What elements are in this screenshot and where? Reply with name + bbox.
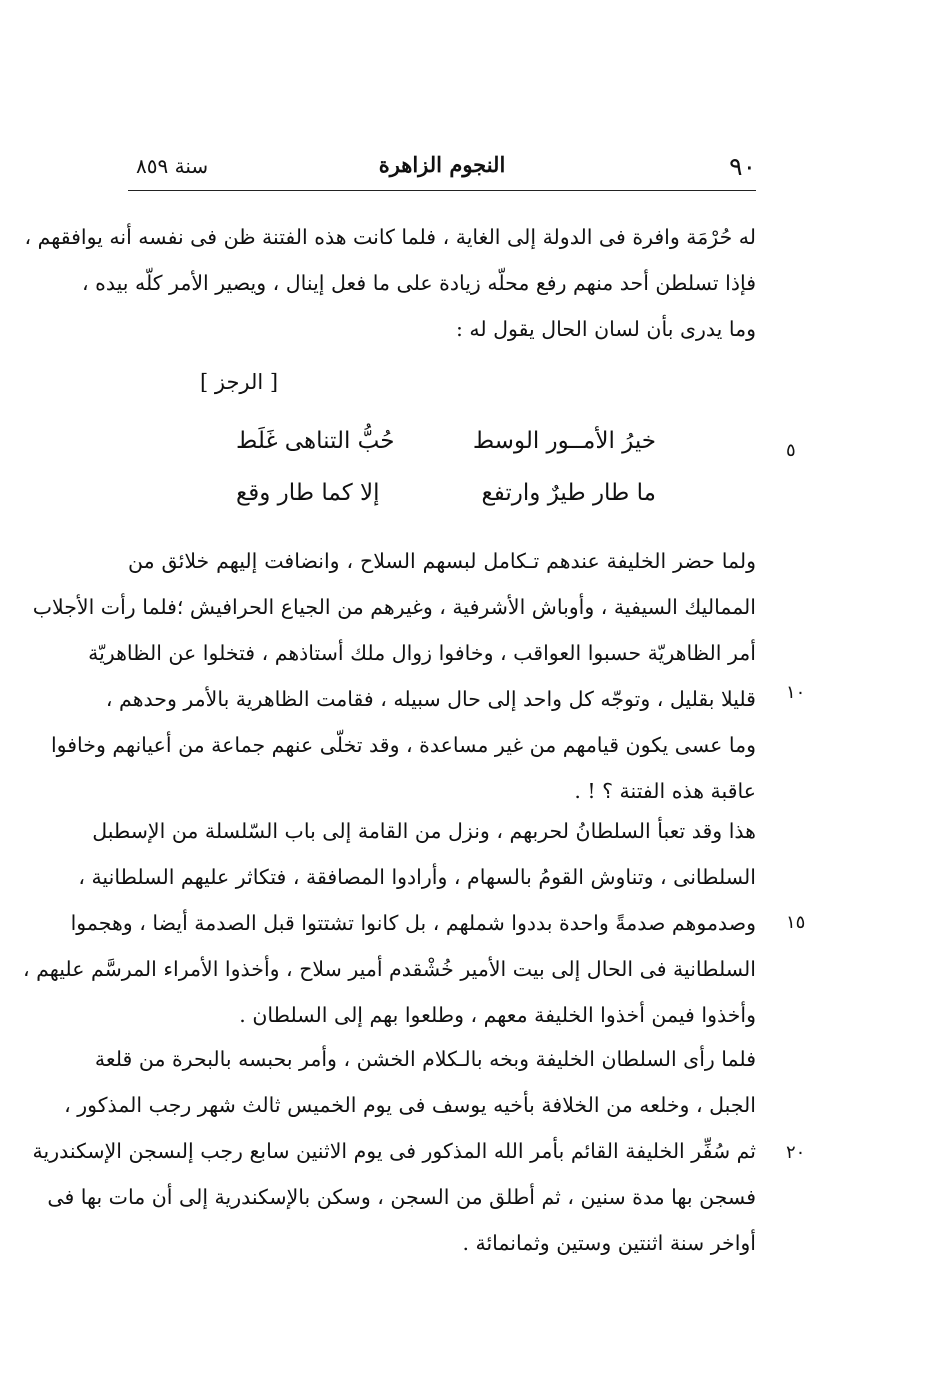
- text-line: ثم سُفِّر الخليفة القائم بأمر الله المذكور فى يوم الاثنين سابع رجب إلىسجن الإسكندرية: [32, 1139, 756, 1163]
- text-line: السلطانية فى الحال إلى بيت الأمير خُشْقدم أمير سلاح ، وأخذوا الأمراء المرسَّم عليهم ،: [23, 957, 756, 981]
- verse-hemistich-second: إلا كما طار وقع: [236, 480, 380, 506]
- line-number: ١٠: [786, 682, 806, 703]
- verse-hemistich-second: حُبُّ التناهى غَلَط: [236, 428, 395, 454]
- text-line: هذا وقد تعبأ السلطانُ لحربهم ، ونزل من القامة إلى باب السّلسلة من الإسطبل: [92, 819, 756, 843]
- header-year: سنة ٨٥٩: [136, 154, 209, 178]
- text-line: وأخذوا فيمن أخذوا الخليفة معهم ، وطلعوا بهم إلى السلطان .: [239, 1003, 756, 1027]
- text-line: عاقبة هذه الفتنة ؟ ! .: [574, 779, 756, 803]
- verse-line: [236, 480, 656, 506]
- paragraph-3: [23, 808, 756, 1038]
- text-line: ولما حضر الخليفة عندهم تـكامل لبسهم السلاح ، وانضافت إليهم خلائق من: [128, 549, 756, 573]
- text-line: الجبل ، وخلعه من الخلافة بأخيه يوسف فى يوم الخميس ثالث شهر رجب المذكور ،: [64, 1093, 756, 1117]
- paragraph-4: [32, 1036, 756, 1266]
- poetic-meter-label: [ الرجز ]: [200, 370, 279, 394]
- text-line: السلطانى ، وتناوش القومُ بالسهام ، وأرادوا المصافقة ، فتكاثر عليهم السلطانية ،: [78, 865, 756, 889]
- page-number: ٩٠: [729, 152, 756, 181]
- text-line: وصدموهم صدمةً واحدة بددوا شملهم ، بل كانوا تشتتوا قبل الصدمة أيضا ، وهجموا: [70, 911, 756, 935]
- text-line: وما عسى يكون قيامهم من غير مساعدة ، وقد تخلّى عنهم جماعة من أعيانهم وخافوا: [50, 733, 756, 757]
- running-header: [128, 152, 756, 186]
- text-line: له حُرْمَة وافرة فى الدولة إلى الغاية ، فلما كانت هذه الفتنة ظن فى نفسه أنه يوافقهم ،: [24, 225, 756, 249]
- paragraph-2: [32, 538, 756, 814]
- paragraph-1: [24, 214, 756, 352]
- verse-hemistich-first: خيرُ الأمــور الوسط: [472, 428, 656, 454]
- line-number: ١٥: [786, 912, 806, 933]
- verse-hemistich-first: ما طار طيرٌ وارتفع: [481, 480, 656, 506]
- text-line: أواخر سنة اثنتين وستين وثمانمائة .: [462, 1231, 756, 1255]
- text-line: فإذا تسلطن أحد منهم رفع محلّه زيادة على ما فعل إينال ، ويصير الأمر كلّه بيده ،: [81, 271, 756, 295]
- text-line: وما يدرى بأن لسان الحال يقول له :: [455, 317, 756, 341]
- text-line: المماليك السيفية ، وأوباش الأشرفية ، وغيرهم من الجياع الحرافيش ؛فلما رأت الأجلاب: [32, 595, 756, 619]
- verse-line: [236, 428, 656, 454]
- text-line: فسجن بها مدة سنين ، ثم أطلق من السجن ، وسكن بالإسكندرية إلى أن مات بها فى: [47, 1185, 756, 1209]
- line-number: ٥: [786, 440, 796, 461]
- book-title: النجوم الزاهرة: [378, 152, 506, 177]
- text-line: أمر الظاهريّة حسبوا العواقب ، وخافوا زوال ملك أستاذهم ، فتخلوا عن الظاهريّة: [88, 641, 756, 665]
- text-line: قليلا بقليل ، وتوجّه كل واحد إلى حال سبيله ، فقامت الظاهرية بالأمر وحدهم ،: [105, 687, 756, 711]
- line-number: ٢٠: [786, 1142, 806, 1163]
- text-line: فلما رأى السلطان الخليفة وبخه بالـكلام الخشن ، وأمر بحبسه بالبحرة من قلعة: [94, 1047, 756, 1071]
- header-rule: [128, 190, 756, 191]
